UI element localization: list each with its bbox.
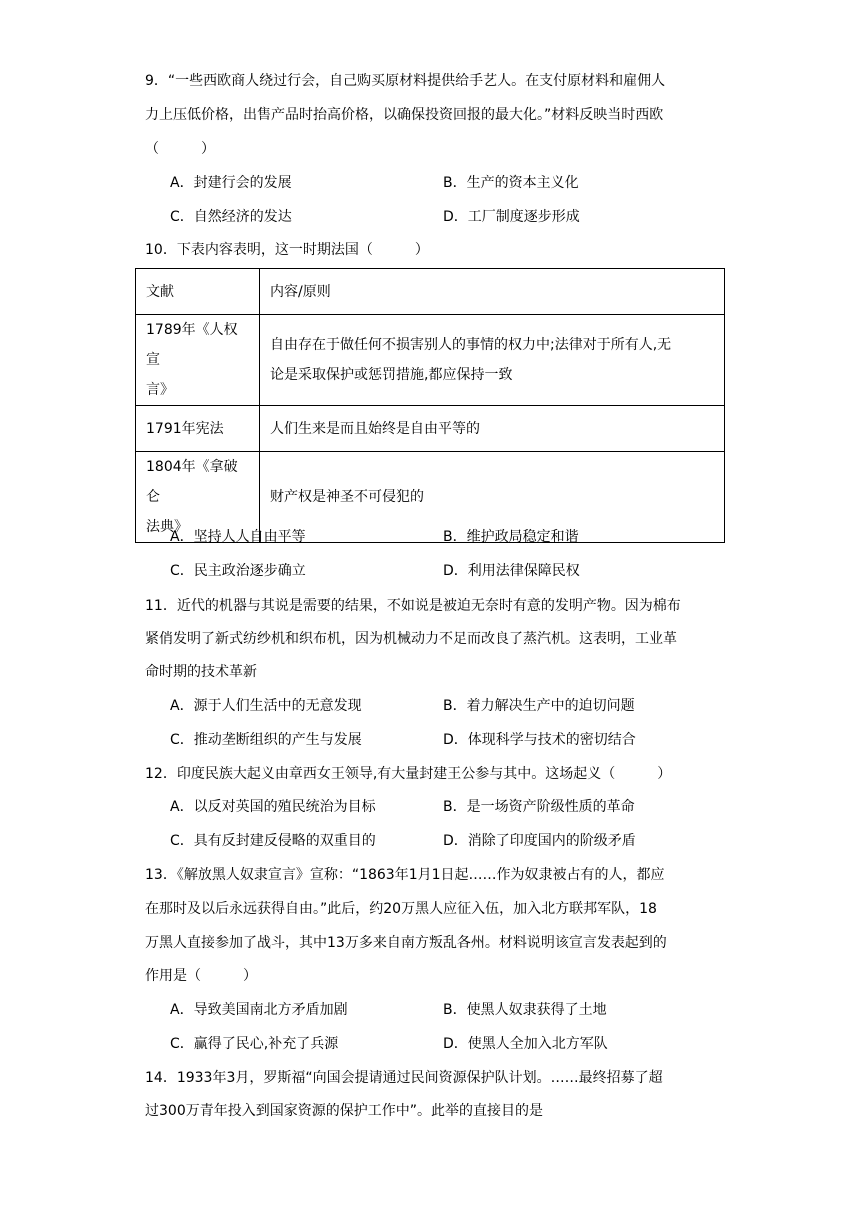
q13-option-a[interactable]: A．导致美国南北方矛盾加剧 — [170, 1002, 348, 1018]
q11-option-a[interactable]: A．源于人们生活中的无意发现 — [170, 698, 362, 714]
q12-option-d[interactable]: D．消除了印度国内的阶级矛盾 — [443, 833, 636, 849]
q12-option-b[interactable]: B．是一场资产阶级性质的革命 — [443, 799, 635, 815]
table-cell-doc — [136, 315, 260, 406]
table-cell-doc: 1791年宪法 — [136, 406, 260, 452]
q9-stem-line-1: 9．“一些西欧商人绕过行会，自己购买原材料提供给手艺人。在支付原材料和雇佣人 — [145, 73, 666, 89]
q12-stem: 12．印度民族大起义由章西女王领导,有大量封建王公参与其中。这场起义（ ） — [145, 766, 672, 782]
doc-line: 法典》 — [146, 519, 188, 535]
doc-line: 1804年《拿破仑 — [146, 459, 238, 505]
q13-stem-line-4: 作用是（ ） — [145, 968, 257, 984]
q10-option-b[interactable]: B．维护政局稳定和谐 — [443, 529, 579, 545]
table-row — [136, 406, 725, 452]
q13-option-d[interactable]: D．使黑人全加入北方军队 — [443, 1036, 608, 1052]
q14-stem-line-1: 14．1933年3月，罗斯福“向国会提请通过民间资源保护队计划。……最终招募了超 — [145, 1070, 663, 1086]
table-cell-content — [260, 315, 725, 406]
q14-stem-line-2: 过300万青年投入到国家资源的保护工作中”。此举的直接目的是 — [145, 1103, 543, 1119]
q13-option-c[interactable]: C．赢得了民心,补充了兵源 — [170, 1036, 339, 1052]
q9-stem-line-3: （ ） — [145, 141, 215, 157]
q10-option-c[interactable]: C．民主政治逐步确立 — [170, 563, 306, 579]
q13-stem-line-3: 万黑人直接参加了战斗，其中13万多来自南方叛乱各州。材料说明该宣言发表起到的 — [145, 935, 667, 951]
q9-option-a[interactable]: A．封建行会的发展 — [170, 175, 292, 191]
table-cell-content: 人们生来是而且始终是自由平等的 — [260, 406, 725, 452]
q11-stem-line-3: 命时期的技术革新 — [145, 664, 257, 680]
content-line: 论是采取保护或惩罚措施,都应保持一致 — [270, 367, 513, 383]
q11-option-c[interactable]: C．推动垄断组织的产生与发展 — [170, 732, 362, 748]
q11-option-d[interactable]: D．体现科学与技术的密切结合 — [443, 732, 636, 748]
table-cell-content: 财产权是神圣不可侵犯的 — [260, 452, 725, 543]
q13-stem-line-2: 在那时及以后永远获得自由。”此后，约20万黑人应征入伍，加入北方联邦军队，18 — [145, 901, 657, 917]
q10-stem: 10．下表内容表明，这一时期法国（ ） — [145, 242, 429, 258]
doc-line: 言》 — [146, 382, 174, 398]
q13-stem-line-1: 13．《解放黑人奴隶宣言》宣称：“1863年1月1日起……作为奴隶被占有的人，都应 — [145, 867, 665, 883]
q9-option-c[interactable]: C．自然经济的发达 — [170, 209, 292, 225]
q11-stem-line-2: 紧俏发明了新式纺纱机和织布机，因为机械动力不足而改良了蒸汽机。这表明，工业革 — [145, 631, 677, 647]
q9-stem-line-2: 力上压低价格，出售产品时抬高价格，以确保投资回报的最大化。”材料反映当时西欧 — [145, 107, 664, 123]
q10-option-d[interactable]: D．利用法律保障民权 — [443, 563, 580, 579]
q13-option-b[interactable]: B．使黑人奴隶获得了土地 — [443, 1002, 607, 1018]
q12-option-c[interactable]: C．具有反封建反侵略的双重目的 — [170, 833, 376, 849]
doc-line: 1789年《人权宣 — [146, 322, 238, 368]
q9-option-b[interactable]: B．生产的资本主义化 — [443, 175, 579, 191]
q11-stem-line-1: 11．近代的机器与其说是需要的结果，不如说是被迫无奈时有意的发明产物。因为棉布 — [145, 598, 681, 614]
q12-option-a[interactable]: A．以反对英国的殖民统治为目标 — [170, 799, 376, 815]
q10-option-a[interactable]: A．坚持人人自由平等 — [170, 529, 306, 545]
table-header-row — [136, 269, 725, 315]
content-line: 自由存在于做任何不损害别人的事情的权力中;法律对于所有人,无 — [270, 337, 672, 353]
table-row — [136, 315, 725, 406]
q10-table — [135, 268, 725, 543]
table-header-doc: 文献 — [136, 269, 260, 315]
q9-option-d[interactable]: D．工厂制度逐步形成 — [443, 209, 580, 225]
table-header-content: 内容/原则 — [260, 269, 725, 315]
q11-option-b[interactable]: B．着力解决生产中的迫切问题 — [443, 698, 635, 714]
